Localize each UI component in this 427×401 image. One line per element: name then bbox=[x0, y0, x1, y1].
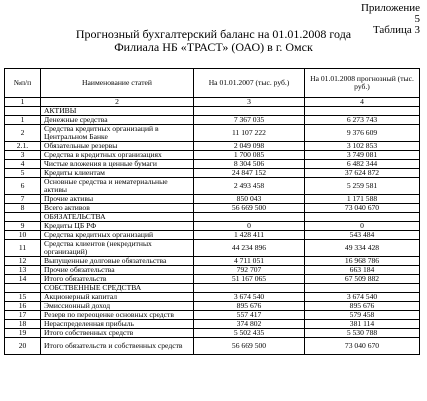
value-2008: 895 676 bbox=[305, 302, 420, 311]
table-row bbox=[5, 320, 420, 329]
row-label: Обязательные резервы bbox=[41, 142, 194, 151]
value-2007: 44 234 896 bbox=[194, 240, 305, 257]
value-2008: 381 114 bbox=[305, 320, 420, 329]
value-2008: 663 184 bbox=[305, 266, 420, 275]
value-2008: 579 458 bbox=[305, 311, 420, 320]
value-2007: 895 676 bbox=[194, 302, 305, 311]
table-row bbox=[5, 329, 420, 338]
value-2008: 73 040 670 bbox=[305, 338, 420, 355]
row-label: Итого собственных средств bbox=[41, 329, 194, 338]
row-label: Эмиссионный доход bbox=[41, 302, 194, 311]
row-number: 15 bbox=[5, 293, 41, 302]
row-number: 11 bbox=[5, 240, 41, 257]
value-2008: 543 484 bbox=[305, 231, 420, 240]
value-2007: 4 711 051 bbox=[194, 257, 305, 266]
column-header-2008: На 01.01.2008 прогнозный (тыс. руб.) bbox=[305, 69, 420, 98]
row-label: Резерв по переоценке основных средств bbox=[41, 311, 194, 320]
value-2007: 24 847 152 bbox=[194, 169, 305, 178]
column-index: 2 bbox=[41, 98, 194, 107]
row-label: Средства кредитных организаций в Центральном Банке bbox=[41, 125, 194, 142]
table-body bbox=[5, 98, 420, 355]
row-number: 13 bbox=[5, 266, 41, 275]
table-row bbox=[5, 107, 420, 116]
table-row bbox=[5, 266, 420, 275]
row-number: 17 bbox=[5, 311, 41, 320]
value-2007: 1 428 411 bbox=[194, 231, 305, 240]
row-number: 16 bbox=[5, 302, 41, 311]
table-row bbox=[5, 116, 420, 125]
table-row bbox=[5, 240, 420, 257]
value-2008: 49 334 428 bbox=[305, 240, 420, 257]
row-label: АКТИВЫ bbox=[41, 107, 194, 116]
value-2008: 16 968 786 bbox=[305, 257, 420, 266]
table-row bbox=[5, 125, 420, 142]
value-2007 bbox=[194, 284, 305, 293]
value-2007: 2 493 458 bbox=[194, 178, 305, 195]
value-2007: 11 107 222 bbox=[194, 125, 305, 142]
table-row bbox=[5, 160, 420, 169]
row-label: Средства в кредитных организациях bbox=[41, 151, 194, 160]
value-2008: 73 040 670 bbox=[305, 204, 420, 213]
row-number bbox=[5, 213, 41, 222]
row-label: Денежные средства bbox=[41, 116, 194, 125]
row-number: 4 bbox=[5, 160, 41, 169]
table-row bbox=[5, 311, 420, 320]
column-header-name: Наименование статей bbox=[41, 69, 194, 98]
value-2008: 3 749 081 bbox=[305, 151, 420, 160]
value-2007: 7 367 035 bbox=[194, 116, 305, 125]
row-number: 9 bbox=[5, 222, 41, 231]
row-number bbox=[5, 107, 41, 116]
table-row bbox=[5, 231, 420, 240]
value-2007: 56 669 500 bbox=[194, 338, 305, 355]
value-2007: 8 304 506 bbox=[194, 160, 305, 169]
appendix-number: Приложение 5 bbox=[360, 2, 420, 25]
row-number: 5 bbox=[5, 169, 41, 178]
row-label: Всего активов bbox=[41, 204, 194, 213]
row-number: 7 bbox=[5, 195, 41, 204]
value-2007: 374 802 bbox=[194, 320, 305, 329]
value-2007: 3 674 540 bbox=[194, 293, 305, 302]
table-row bbox=[5, 257, 420, 266]
row-number: 3 bbox=[5, 151, 41, 160]
value-2008: 3 102 853 bbox=[305, 142, 420, 151]
row-label: Средства кредитных организаций bbox=[41, 231, 194, 240]
value-2007: 5 502 435 bbox=[194, 329, 305, 338]
value-2007: 792 707 bbox=[194, 266, 305, 275]
value-2007: 557 417 bbox=[194, 311, 305, 320]
value-2008: 0 bbox=[305, 222, 420, 231]
column-header-2007: На 01.01.2007 (тыс. руб.) bbox=[194, 69, 305, 98]
row-number: 14 bbox=[5, 275, 41, 284]
table-row bbox=[5, 293, 420, 302]
row-label: Чистые вложения в ценные бумаги bbox=[41, 160, 194, 169]
row-number: 12 bbox=[5, 257, 41, 266]
row-label: Средства клиентов (некредитных организаций) bbox=[41, 240, 194, 257]
row-label: СОБСТВЕННЫЕ СРЕДСТВА bbox=[41, 284, 194, 293]
value-2008: 6 273 743 bbox=[305, 116, 420, 125]
table-row bbox=[5, 222, 420, 231]
row-label: Кредиты ЦБ РФ bbox=[41, 222, 194, 231]
row-label: Основные средства и нематериальные активы bbox=[41, 178, 194, 195]
table-row bbox=[5, 213, 420, 222]
row-number: 10 bbox=[5, 231, 41, 240]
column-index: 3 bbox=[194, 98, 305, 107]
column-index: 4 bbox=[305, 98, 420, 107]
table-row bbox=[5, 284, 420, 293]
table-number: Таблица 3 bbox=[372, 24, 420, 36]
value-2008: 37 624 872 bbox=[305, 169, 420, 178]
value-2007: 0 bbox=[194, 222, 305, 231]
row-number: 2 bbox=[5, 125, 41, 142]
table-header-row bbox=[5, 69, 420, 98]
value-2008: 1 171 588 bbox=[305, 195, 420, 204]
balance-table bbox=[4, 68, 420, 355]
table-row bbox=[5, 204, 420, 213]
row-number: 1 bbox=[5, 116, 41, 125]
row-label: Прочие активы bbox=[41, 195, 194, 204]
value-2007: 2 049 098 bbox=[194, 142, 305, 151]
value-2007 bbox=[194, 107, 305, 116]
value-2008 bbox=[305, 213, 420, 222]
value-2008 bbox=[305, 284, 420, 293]
row-label: Итого обязательств bbox=[41, 275, 194, 284]
row-number: 18 bbox=[5, 320, 41, 329]
table-row bbox=[5, 338, 420, 355]
column-index: 1 bbox=[5, 98, 41, 107]
value-2008: 5 259 581 bbox=[305, 178, 420, 195]
value-2007: 1 700 085 bbox=[194, 151, 305, 160]
table-row bbox=[5, 195, 420, 204]
value-2007: 51 167 065 bbox=[194, 275, 305, 284]
row-number: 2.1. bbox=[5, 142, 41, 151]
row-label: Прочие обязательства bbox=[41, 266, 194, 275]
value-2008: 9 376 609 bbox=[305, 125, 420, 142]
row-label: Выпущенные долговые обязательства bbox=[41, 257, 194, 266]
table-row bbox=[5, 275, 420, 284]
table-row bbox=[5, 151, 420, 160]
value-2007: 56 669 500 bbox=[194, 204, 305, 213]
row-label: Кредиты клиентам bbox=[41, 169, 194, 178]
value-2008: 3 674 540 bbox=[305, 293, 420, 302]
value-2007: 850 043 bbox=[194, 195, 305, 204]
column-header-number: №п/п bbox=[5, 69, 41, 98]
value-2008 bbox=[305, 107, 420, 116]
document-title: Прогнозный бухгалтерский баланс на 01.01.2008 года bbox=[75, 27, 352, 41]
value-2007 bbox=[194, 213, 305, 222]
column-index-row bbox=[5, 98, 420, 107]
row-number: 20 bbox=[5, 338, 41, 355]
row-number bbox=[5, 284, 41, 293]
table-row bbox=[5, 178, 420, 195]
row-label: Итого обязательств и собственных средств bbox=[41, 338, 194, 355]
value-2008: 6 482 344 bbox=[305, 160, 420, 169]
value-2008: 67 509 882 bbox=[305, 275, 420, 284]
table-row bbox=[5, 302, 420, 311]
row-number: 6 bbox=[5, 178, 41, 195]
table-row bbox=[5, 142, 420, 151]
value-2008: 5 530 788 bbox=[305, 329, 420, 338]
row-label: ОБЯЗАТЕЛЬСТВА bbox=[41, 213, 194, 222]
row-number: 19 bbox=[5, 329, 41, 338]
table-row bbox=[5, 169, 420, 178]
document-subtitle: Филиала НБ «ТРАСТ» (ОАО) в г. Омск bbox=[114, 40, 313, 54]
row-label: Нераспределенная прибыль bbox=[41, 320, 194, 329]
row-label: Акционерный капитал bbox=[41, 293, 194, 302]
row-number: 8 bbox=[5, 204, 41, 213]
